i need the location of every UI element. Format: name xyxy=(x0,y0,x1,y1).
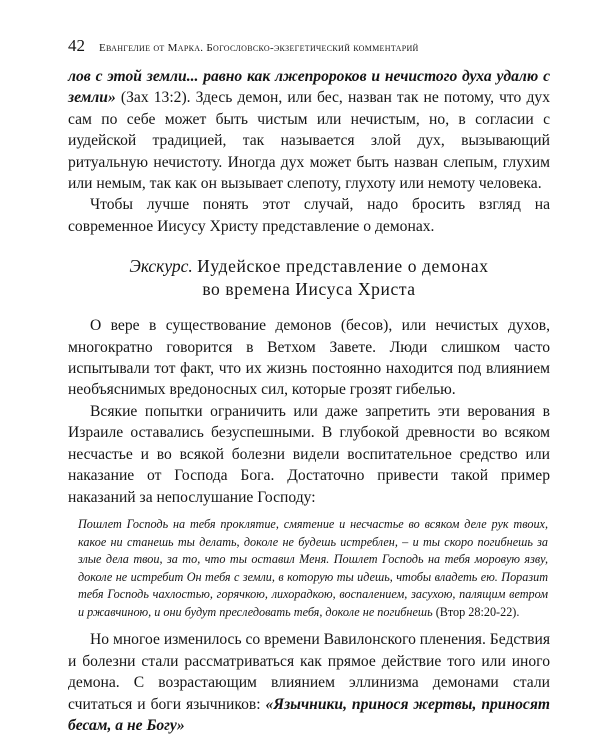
running-title: Евангелие от Марка. Богословско-экзегетический комментарий xyxy=(99,42,419,54)
excursus-label: Экскурс. xyxy=(129,256,193,277)
scripture-quote-zechariah: лов с этой земли... равно как лжепророков и нечистого духа удалю с земли» xyxy=(68,68,550,107)
paragraph-5 xyxy=(68,629,550,736)
paragraph-4: Всякие попытки ограничить или даже запретить эти верования в Израиле оставались безуспешными. В глубокой древности во всяком несчастье и во всякой болезни видели воспитательное средство или наказание от Господа Бога. Достаточно привести такой пример наказаний за непослушание Господу: xyxy=(68,402,550,506)
deuteronomy-quote-reference: (Втор 28:20-22). xyxy=(432,604,520,619)
paragraph-5-text: Но многое изменилось со времени Вавилонского пленения. Бедствия и болезни стали рассматриваться как прямое действие того или иного демона. С возрастающим влиянием эллинизма демонами стали считаться и боги язычников: xyxy=(68,631,550,713)
paragraph-2: Чтобы лучше понять этот случай, надо бросить взгляд на современное Иисусу Христу представление о демонах. xyxy=(68,196,550,235)
page-header xyxy=(68,36,550,56)
excursus-heading xyxy=(68,255,550,301)
excursus-title-line-1: Иудейское представление о демонах xyxy=(197,256,489,277)
deuteronomy-quote xyxy=(68,516,550,622)
deuteronomy-quote-text: Пошлет Господь на тебя проклятие, смятение и несчастье во всяком деле рук твоих, какое ни станешь ты делать, доколе не будешь истреблен, – и ты скоро погибнешь за злые дела твои, за то, что ты оставил Меня. Пошлет Господь на тебя моровую язву, доколе не истребит Он тебя с земли, в которую ты идешь, чтобы владеть ею. Поразит тебя Господь чахлостью, горячкою, лихорадкою, воспалением, засухою, палящим ветром и ржавчиною, и они будут преследовать тебя, доколе не погибнешь xyxy=(78,516,548,619)
paragraph-3: О вере в существование демонов (бесов), или нечистых духов, многократно говорится в Ветхом Завете. Люди слишком часто испытывали тот факт, что их жизнь постоянно находится под влиянием необъяснимых вредоносных сил, которые грозят гибелью. xyxy=(68,317,550,399)
excursus-title-line-2: во времена Иисуса Христа xyxy=(202,279,416,300)
paragraph-1 xyxy=(68,66,550,194)
excursus-heading-line-1 xyxy=(68,255,550,278)
page-number: 42 xyxy=(68,36,85,55)
book-page xyxy=(68,36,550,737)
paragraph-1-text: (Зах 13:2). Здесь демон, или бес, назван так не потому, что дух сам по себе может быть чистым или нечистым, но, в согласии с иудейской традицией, так называется злой дух, вызывающий ритуальную нечистоту. Иногда дух может быть назван слепым, глухим или немым, так как он вызывает слепоту, глухоту или немоту человека. xyxy=(68,89,550,193)
pagan-sacrifice-quote: «Язычники, принося жертвы, приносят бесам, а не Богу» xyxy=(68,695,551,735)
